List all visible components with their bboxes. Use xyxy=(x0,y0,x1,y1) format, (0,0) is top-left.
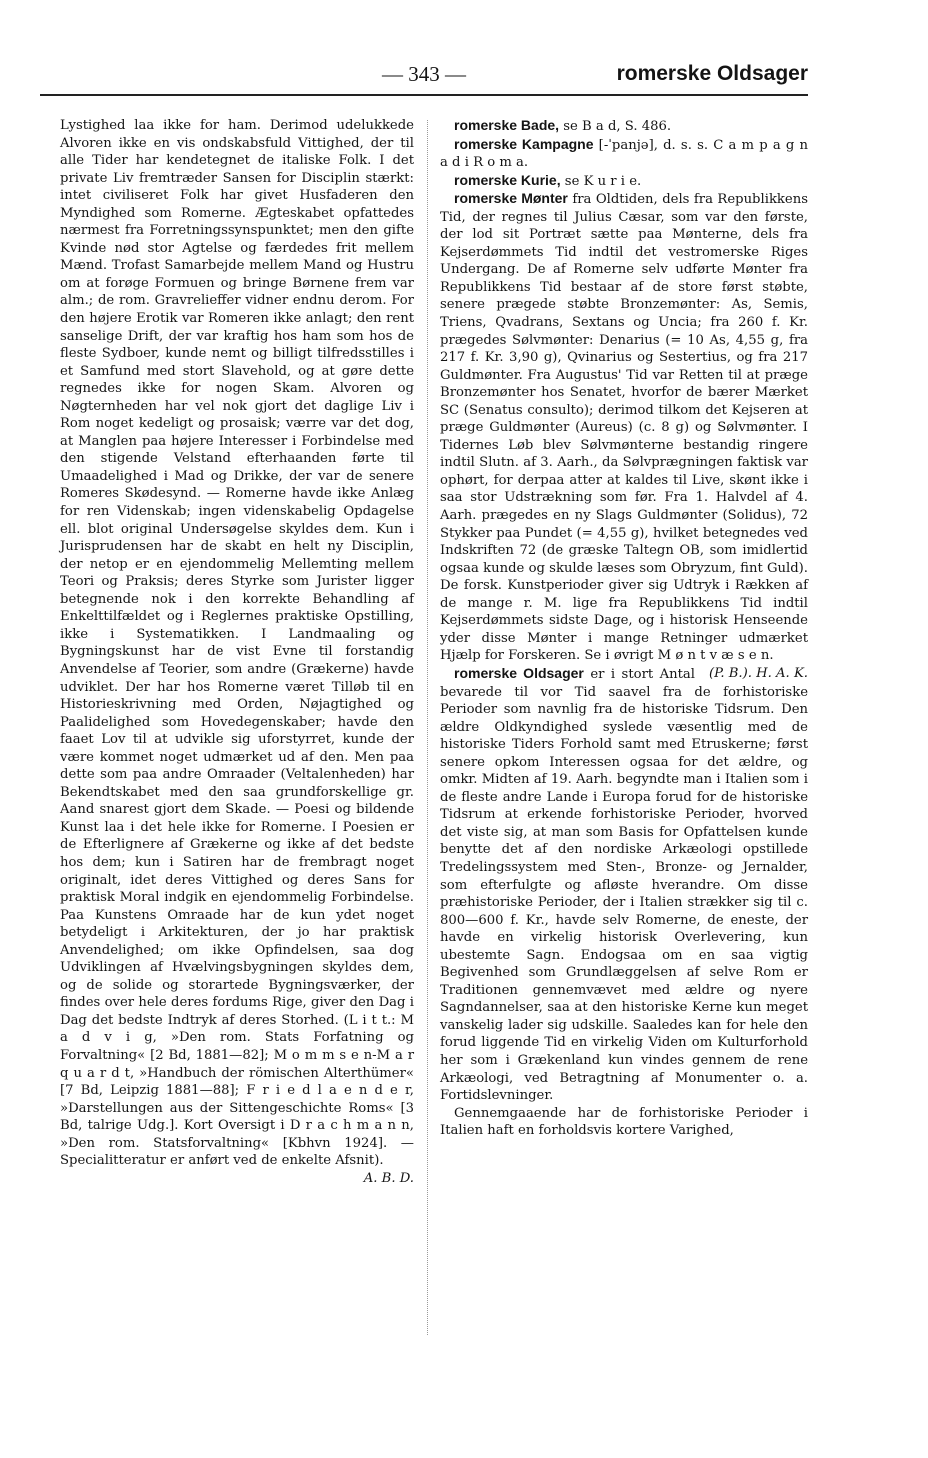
entry-headword: romerske Bade, xyxy=(454,117,560,133)
entry-headword: romerske Kurie, xyxy=(454,171,561,188)
header-rule xyxy=(40,94,808,96)
entry xyxy=(440,136,808,172)
entry-text: [-ˈpanjə], d. s. s. C a m p a g n a d i R o m a. xyxy=(440,137,808,171)
entry-text: se K u r i e. xyxy=(560,173,642,189)
entry-headword: romerske Oldsager xyxy=(454,664,584,681)
left-column-paragraph xyxy=(60,117,414,1186)
closing-paragraph: Gennemgaaende har de forhistoriske Perioder i Italien haft en forholdsvis kortere Varighed, xyxy=(440,1105,808,1139)
entry-text: er i stort Antal bevarede til vor Tid saavel fra de forhistoriske Perioder som navnlig fra de historiske Tidsrum. Den ældre Oldkyndighed syslede væsentlig med de historiske Tiders Forhold samt med Etruskerne; først senere opkom Interessen ogsaa for det ældre, og omkr. Midten af 19. Aarh. begyndte man i Italien som i de fleste andre Lande i Europa forud for de historiske Tidsrum at erkende forhistoriske Perioder, hvorved det viste sig, at man som Basis for Opfattelsen kunde benytte det af den nordiske Arkæologi opstillede Tredelingssystem med Sten-, Bronze- og Jernalder, som efterfulgte og afløste hverandre. Om disse præhistoriske Perioder, der i Italien strækker sig til c. 800—600 f. Kr., havde selv Romerne, de eneste, der havde en virkelig historisk Overlevering, kun ubestemte Sagn. Endogsaa om en saa vigtig Begivenhed som Grundlæggelsen af selve Rom er Traditionen gennemvævet med ældre og nyere Sagndannelser, saa at den historiske Kerne kun meget vanskelig lader sig udskille. Saaledes kan for hele den forud liggende Tid en virkelig Viden om Kulturforhold her som i Grækenland kun vindes gennem de rene Arkæologi, ved Betragtning af Monumenter o. a. Fortidslevninger. xyxy=(440,666,808,1104)
page-number: — 343 — xyxy=(382,62,466,86)
entry-text: fra Oldtiden, dels fra Republikkens Tid, der regnes til Julius Cæsar, som var den første, der lod sit Portræt sætte paa Mønterne, dels fra Kejserdømmets Tid indtil det vestromerske Riges Undergang. De af Romerne selv udførte Mønter fra Republikkens Tid bestaar af de store først støbte, senere prægede støbte Bronzemønter: As, Semis, Triens, Qvadrans, Sextans og Uncia; fra 260 f. Kr. prægedes Sølvmønter: Denarius (= 10 As, 4,55 g, fra 217 f. Kr. 3,90 g), Qvinarius og Sestertius, og fra 217 Guldmønter. Fra Augustus' Tid var Retten til at præge Bronzemønter hos Senatet, hvorfor de bærer Mærket SC (Senatus consulto); derimod tilkom det Kejseren at præge Guldmønter (Aureus) (c. 8 g) og Sølvmønter. I Tidernes Løb blev Sølvmønterne bestandig ringere indtil Slutn. af 3. Aarh., da Sølvprægningen faktisk var ophørt, for derpaa atter at kaldes til Live, skønt ikke i saa stor Udstrækning som før. Fra 1. Halvdel af 4. Aarh. prægedes en ny Slags Guldmønter (Solidus), 72 Stykker paa Pundet (= 4,55 g), hvilket betegnedes ved Indskriften 72 (de græske Taltegn OB, som imidlertid ogsaa kunde og skulde læses som Obryzum, fint Guld). De forsk. Kunstperioder giver sig Udtryk i Rækken af de mange r. M. lige fra Republikkens Tid indtil Kejserdømmets sidste Dage, og i historisk Henseende yder disse Mønter i mange Retninger udmærket Hjælp for Forskeren. Se i øvrigt M ø n t v æ s e n. xyxy=(440,192,808,664)
column-divider xyxy=(427,120,428,1335)
author-signature: A. B. D. xyxy=(363,1170,414,1186)
entry xyxy=(440,665,808,1105)
entry xyxy=(440,172,808,191)
entry-text: se B a d, S. 486. xyxy=(559,119,672,134)
entry-headword: romerske Mønter xyxy=(454,190,568,207)
running-head: romerske Oldsager xyxy=(616,62,808,85)
right-column xyxy=(440,117,808,1140)
entry-signature: (P. B.). H. A. K. xyxy=(709,665,808,681)
entry-headword: romerske Kampagne xyxy=(454,135,594,152)
left-column-text: Lystighed laa ikke for ham. Derimod udelukkede Alvoren ikke en vis ondskabsfuld Vittighed, der til alle Tider har kendetegnet de italiske Folk. I det private Liv fremtræder Sansen for Disciplin stærkt: intet civiliseret Folk har givet Husfaderen den Myndighed som Romerne. Ægteskabet opfattedes nærmest fra Forretningssynspunktet; men den gifte Kvinde nød stor Agtelse og færdedes frit mellem Mænd. Trofast Samarbejde mellem Mand og Hustru om at forøge Formuen og bringe Børnene frem var alm.; de rom. Gravrelieffer vidner endnu derom. For den højere Erotik var Romeren ikke anlagt; den rent sanselige Drift, der var kraftig hos ham som hos de fleste Sydboer, kunde nemt og billigt tilfredsstilles i et Samfund med stort Slavehold, og at gøre dette regnedes ikke for nogen Skam. Alvoren og Nøgternheden har vel nok gjort det daglige Liv i Rom noget kedeligt og prosaisk; værre var det dog, at Manglen paa højere Interesser i Forbindelse med den stigende Velstand efterhaanden førte til Umaadelighed i Mad og Drikke, der var de senere Romeres Skødesynd. — Romerne havde ikke Anlæg for ren Videnskab; ingen videnskabelig Opdagelse ell. blot original Undersøgelse skyldes dem. Kun i Jurisprudensen har de skabt en helt ny Disciplin, der netop er en ejendommelig Mellemting mellem Teori og Praksis; deres Styrke som Jurister ligger betegnende nok i den korrekte Behandling af Enkelttilfældet og i Reglernes praktiske Opstilling, ikke i Systematikken. I Landmaaling og Bygningskunst har de vist Evne til forstandig Anvendelse af Teorier, som andre (Grækerne) havde udviklet. Der har hos Romerne været Tilløb til en Historieskrivning med Orden, Nøjagtighed og Paalidelighed som Hovedegenskaber; havde den faaet Lov til at udvikle sig uforstyrret, kunde der være kommet noget udmærket ud af den. Men paa dette som paa andre Omraader (Veltalenheden) har Bekendtskabet med den saa grundforskellige gr. Aand snarest gjort dem Skade. — Poesi og bildende Kunst laa i det hele ikke for Romerne. I Poesien er de Efterlignere af Grækerne og ikke af det bedste hos dem; kun i Satiren har de frembragt noget originalt, idet deres Vittighed og deres Sans for praktisk Moral indgik en ejendommelig Forbindelse. Paa Kunstens Omraade har de kun ydet noget betydeligt i Arkitekturen, der jo har praktisk Anvendelighed; om ikke Opfindelsen, saa dog Udviklingen af Hvælvingsbygningen skyldes dem, og de solide og storartede Bygningsværker, der findes over hele deres fordums Rige, giver den Dag i Dag det bedste Indtryk af deres Storhed. (L i t t.: M a d v i g, »Den rom. Stats Forfatning og Forvaltning« [2 Bd, 1881—82]; M o m m s e n-M a r q u a r d t, »Handbuch der römischen Alterthümer« [7 Bd, Leipzig 1881—88]; F r i e d l a e n d e r, »Darstellungen aus der Sittengeschichte Roms« [3 Bd, talrige Udg.]. Kort Oversigt i D r a c h m a n n, »Den rom. Statsforvaltning« [Kbhvn 1924]. — Specialitteratur er anført ved de enkelte Afsnit). xyxy=(60,118,414,1169)
page-header xyxy=(40,62,808,92)
entry xyxy=(440,117,808,136)
left-column xyxy=(60,117,414,1187)
